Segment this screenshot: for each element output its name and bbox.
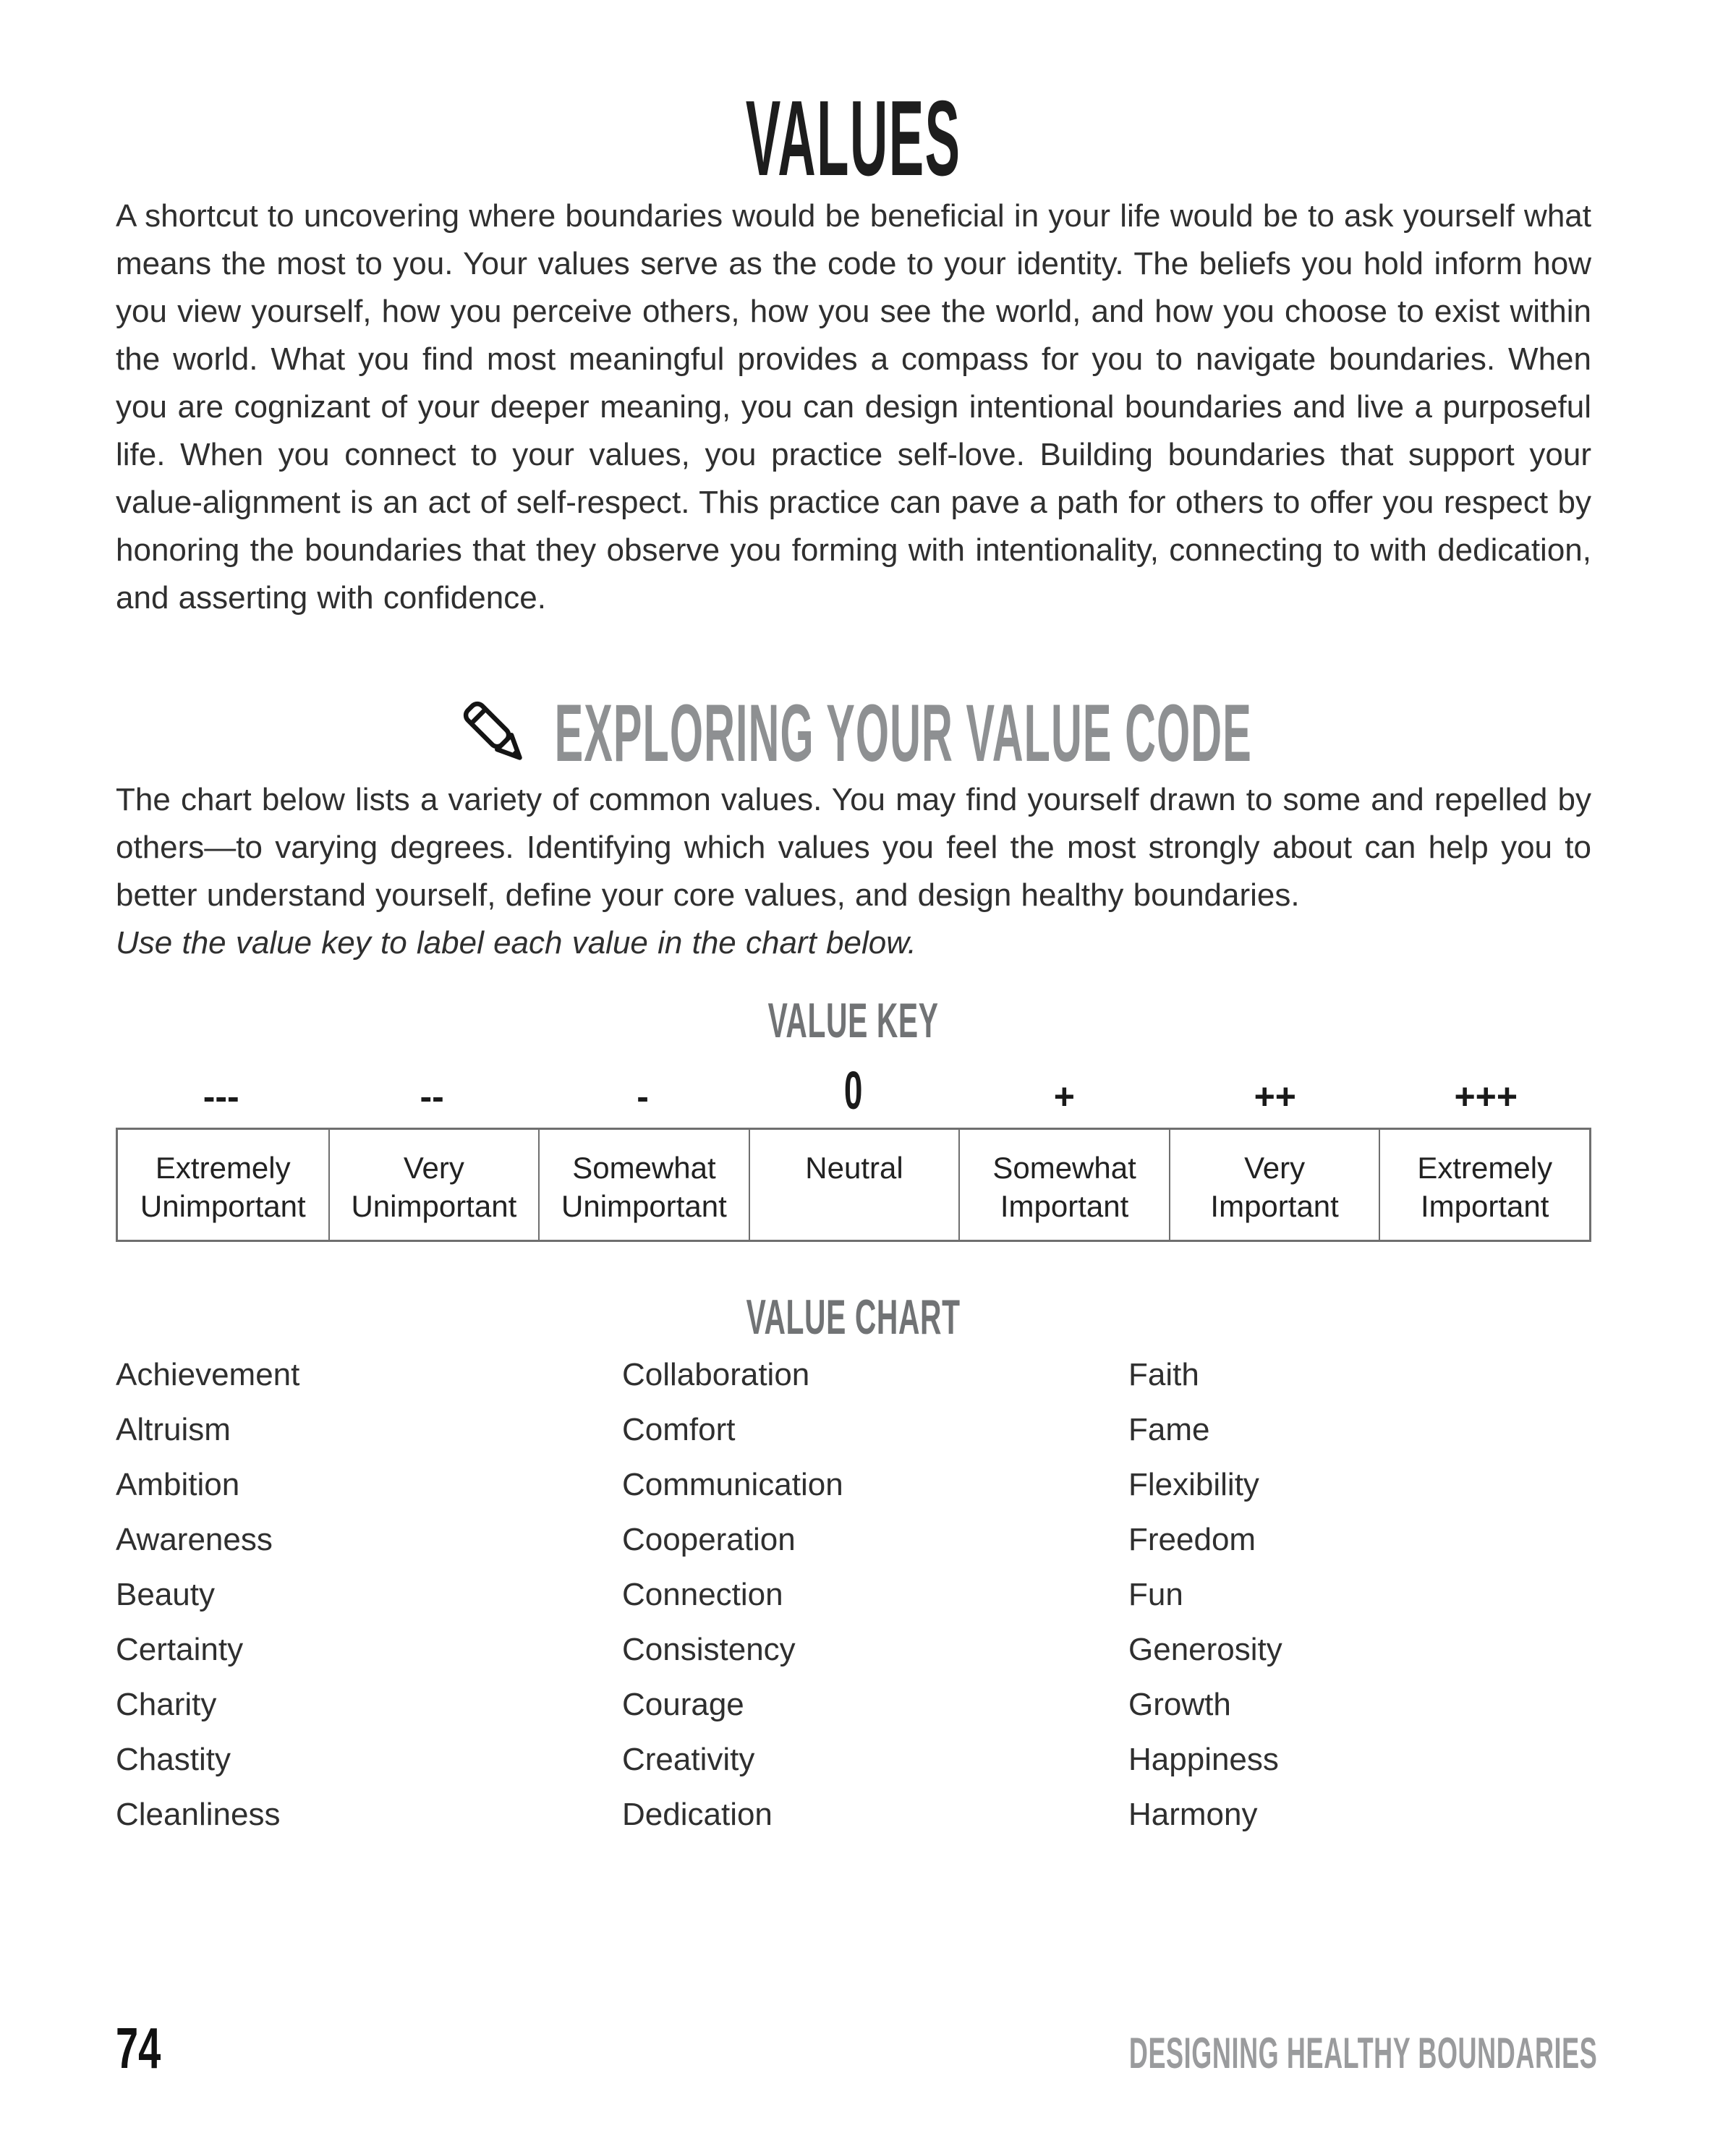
value-item: Flexibility xyxy=(1128,1467,1259,1502)
value-item: Freedom xyxy=(1128,1522,1256,1557)
value-chart-column-2 xyxy=(622,1348,1128,1842)
value-item: Generosity xyxy=(1128,1632,1282,1667)
page-footer xyxy=(116,2016,1598,2080)
page-number: 74 xyxy=(116,2016,161,2080)
section-paragraph: The chart below lists a variety of common values. You may find yourself drawn to some and repelled by others—to varying degrees. Identifying which values you feel the most strongly about can help you to better understand yourself, define your core values, and design healthy boundaries. xyxy=(116,782,1591,913)
value-item: Awareness xyxy=(116,1522,273,1557)
key-cell-neutral: Neutral xyxy=(749,1130,959,1240)
key-symbol-very-important: ++ xyxy=(1254,1076,1297,1117)
value-item: Fun xyxy=(1128,1577,1183,1612)
section-heading-text: EXPLORING YOUR VALUE CODE xyxy=(554,688,1253,778)
value-chart-column-1 xyxy=(116,1348,622,1842)
key-symbol-extremely-unimportant: --- xyxy=(203,1076,239,1117)
key-cell-extremely-unimportant: Extremely Unimportant xyxy=(140,1151,306,1223)
value-key-heading-text: VALUE KEY xyxy=(768,993,939,1048)
key-cell-very-important: Very Important xyxy=(1169,1130,1379,1240)
value-item: Altruism xyxy=(116,1412,231,1447)
key-cell-somewhat-unimportant: Somewhat Unimportant xyxy=(538,1130,749,1240)
value-item: Dedication xyxy=(622,1797,773,1832)
key-symbol-somewhat-unimportant: - xyxy=(637,1076,649,1117)
value-chart-heading xyxy=(116,1290,1591,1345)
key-cell-extremely-important: Extremely Important xyxy=(1379,1130,1589,1240)
value-item: Fame xyxy=(1128,1412,1210,1447)
value-key-table xyxy=(116,1128,1591,1242)
key-cell-somewhat-important: Somewhat Important xyxy=(958,1130,1169,1240)
key-cell-very-unimportant: Very Unimportant xyxy=(328,1130,539,1240)
page-title xyxy=(116,79,1591,198)
value-chart-heading-text: VALUE CHART xyxy=(746,1290,961,1345)
value-item: Growth xyxy=(1128,1687,1231,1722)
key-symbol-extremely-important: +++ xyxy=(1454,1076,1518,1117)
value-item: Achievement xyxy=(116,1357,300,1392)
value-key-heading xyxy=(116,993,1591,1048)
value-item: Chastity xyxy=(116,1742,231,1777)
value-item: Creativity xyxy=(622,1742,755,1777)
key-symbol-very-unimportant: -- xyxy=(420,1076,444,1117)
value-chart-column-3 xyxy=(1128,1348,1591,1842)
value-item: Harmony xyxy=(1128,1797,1258,1832)
value-key-symbol-row xyxy=(116,1060,1591,1120)
value-item: Ambition xyxy=(116,1467,240,1502)
value-item: Consistency xyxy=(622,1632,796,1667)
value-item: Communication xyxy=(622,1467,843,1502)
value-item: Connection xyxy=(622,1577,783,1612)
section-heading xyxy=(116,688,1591,778)
book-title: DESIGNING HEALTHY BOUNDARIES xyxy=(1129,2029,1598,2077)
instruction-line: Use the value key to label each value in the chart below. xyxy=(116,925,916,961)
value-item: Faith xyxy=(1128,1357,1199,1392)
value-chart-list xyxy=(116,1348,1591,1842)
value-item: Cooperation xyxy=(622,1522,796,1557)
value-item: Charity xyxy=(116,1687,217,1722)
value-item: Certainty xyxy=(116,1632,244,1667)
page-title-text: VALUES xyxy=(746,79,961,198)
value-item: Collaboration xyxy=(622,1357,810,1392)
value-item: Happiness xyxy=(1128,1742,1279,1777)
value-item: Courage xyxy=(622,1687,744,1722)
value-item: Comfort xyxy=(622,1412,736,1447)
intro-paragraph: A shortcut to uncovering where boundaries would be beneficial in your life would be to ask yourself what means the most to you. Your values serve as the code to your identity. The beliefs you hold inform how you view yourself, how you perceive others, how you see the world, and how you choose to exist within the world. What you find most meaningful provides a compass for you to navigate boundaries. When you are cognizant of your deeper meaning, you can design intentional boundaries and live a purposeful life. When you connect to your values, you practice self-love. Building boundaries that support your value-alignment is an act of self-respect. This practice can pave a path for others to offer you respect by honoring the boundaries that they observe you forming with intentionality, connecting to with dedication, and asserting with confidence. xyxy=(116,198,1591,616)
key-symbol-somewhat-important: + xyxy=(1053,1076,1075,1117)
value-item: Cleanliness xyxy=(116,1797,281,1832)
value-item: Beauty xyxy=(116,1577,215,1612)
pencil-icon xyxy=(455,693,536,774)
key-symbol-neutral: 0 xyxy=(844,1060,863,1120)
